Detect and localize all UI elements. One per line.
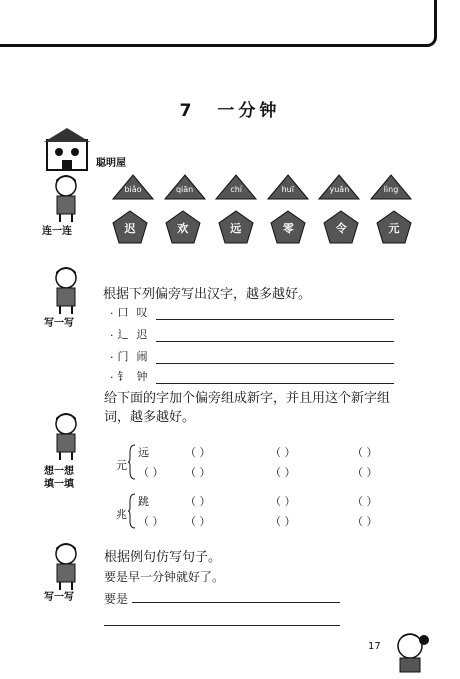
word-blank[interactable]: （ ） [352,446,378,459]
character-text: 元 [388,222,400,235]
pinyin-text: biǎo [124,185,142,194]
answer-line[interactable] [156,351,394,364]
pinyin-triangle [370,174,412,200]
answer-line[interactable] [156,371,394,384]
word-blank[interactable]: （ ） [270,495,296,508]
example-sentence: 要是早一分钟就好了。 [104,570,225,584]
child-illustration-icon [46,410,86,460]
child-illustration-icon [46,264,86,314]
task1-instruction: 根据下列偏旁写出汉字，越多越好。 [103,287,312,302]
lesson-number: 7 [179,101,196,121]
character-pentagon [376,210,412,244]
character-pentagon [270,210,306,244]
pinyin-row [112,174,412,202]
base-character: 兆 [116,508,127,521]
task2-instruction-line1: 给下面的字加个偏旁组成新字，并且用这个新字组 [104,391,391,406]
section-label-think: 想一想 [44,466,74,477]
section-label-write-2: 写一写 [44,592,74,603]
answer-line[interactable] [156,329,394,342]
word-blank[interactable]: （ ） [185,446,211,459]
task2-instruction-line2: 词，越多越好。 [104,410,196,425]
pinyin-text: lìng [383,185,399,194]
word-blank[interactable]: （ ） [185,466,211,479]
pinyin-triangle [112,174,154,200]
word-blank[interactable]: （ ） [185,515,211,528]
character-text: 远 [230,222,242,235]
word-blank[interactable]: （ ） [352,515,378,528]
answer-line[interactable] [156,307,394,320]
character-pentagon [218,210,254,244]
word-blank[interactable]: （ ） [185,495,211,508]
character-text: 令 [335,222,347,235]
lesson-title [0,96,460,121]
radical-example: 闹 [136,350,148,363]
word-blank[interactable]: （ ） [352,495,378,508]
bullet: · [110,351,114,364]
derived-character: 远 [138,446,149,459]
radical: 钅 [117,370,129,383]
page-number: 17 [368,641,381,652]
pinyin-triangle [318,174,360,200]
pinyin-text: yuǎn [329,185,350,194]
character-pentagon [323,210,359,244]
character-pentagon [112,210,148,244]
radical-row [110,326,394,342]
sentence-start: 要是 [104,592,129,606]
bullet: · [110,329,114,342]
section-label-connect: 连一连 [42,226,72,237]
character-text: 迟 [124,222,136,235]
word-blank[interactable]: （ ） [270,446,296,459]
radical: 口 [117,306,129,319]
section-label-smart-house: 聪明屋 [96,158,126,169]
smart-house-icon [42,126,92,172]
lesson-name: 一分钟 [217,101,281,121]
section-label-write: 写一写 [44,318,74,329]
brace-icon [128,444,136,480]
blank-character[interactable]: （ ） [138,466,164,479]
radical-row [110,348,394,364]
radical-row [110,368,394,384]
radical-example: 钟 [136,370,148,383]
bullet: · [110,371,114,384]
word-blank[interactable]: （ ） [352,466,378,479]
word-blank[interactable]: （ ） [270,466,296,479]
page-header-border [0,0,437,47]
word-blank[interactable]: （ ） [270,515,296,528]
derived-character: 跳 [138,495,149,508]
pinyin-triangle [215,174,257,200]
child-mascot-icon [388,628,432,674]
character-pentagon [165,210,201,244]
pinyin-text: huī [281,185,294,194]
radical-row [110,304,394,320]
radical-example: 叹 [136,306,148,319]
radical: 门 [117,350,129,363]
pinyin-text: chí [230,185,243,194]
brace-icon [128,493,136,529]
base-character: 元 [116,459,127,472]
pinyin-text: qiān [175,185,194,194]
pinyin-triangle [267,174,309,200]
blank-character[interactable]: （ ） [138,515,164,528]
section-label-fill: 填一填 [44,479,74,490]
pinyin-triangle [164,174,206,200]
answer-line[interactable] [132,602,340,603]
character-text: 欢 [177,222,189,235]
character-text: 零 [282,222,294,235]
child-illustration-icon [46,172,86,222]
answer-line[interactable] [104,625,340,626]
radical: 辶 [117,328,129,341]
task3-instruction: 根据例句仿写句子。 [104,550,222,565]
child-illustration-icon [46,540,86,590]
bullet: · [110,307,114,320]
character-row [112,210,412,244]
radical-example: 迟 [136,328,148,341]
